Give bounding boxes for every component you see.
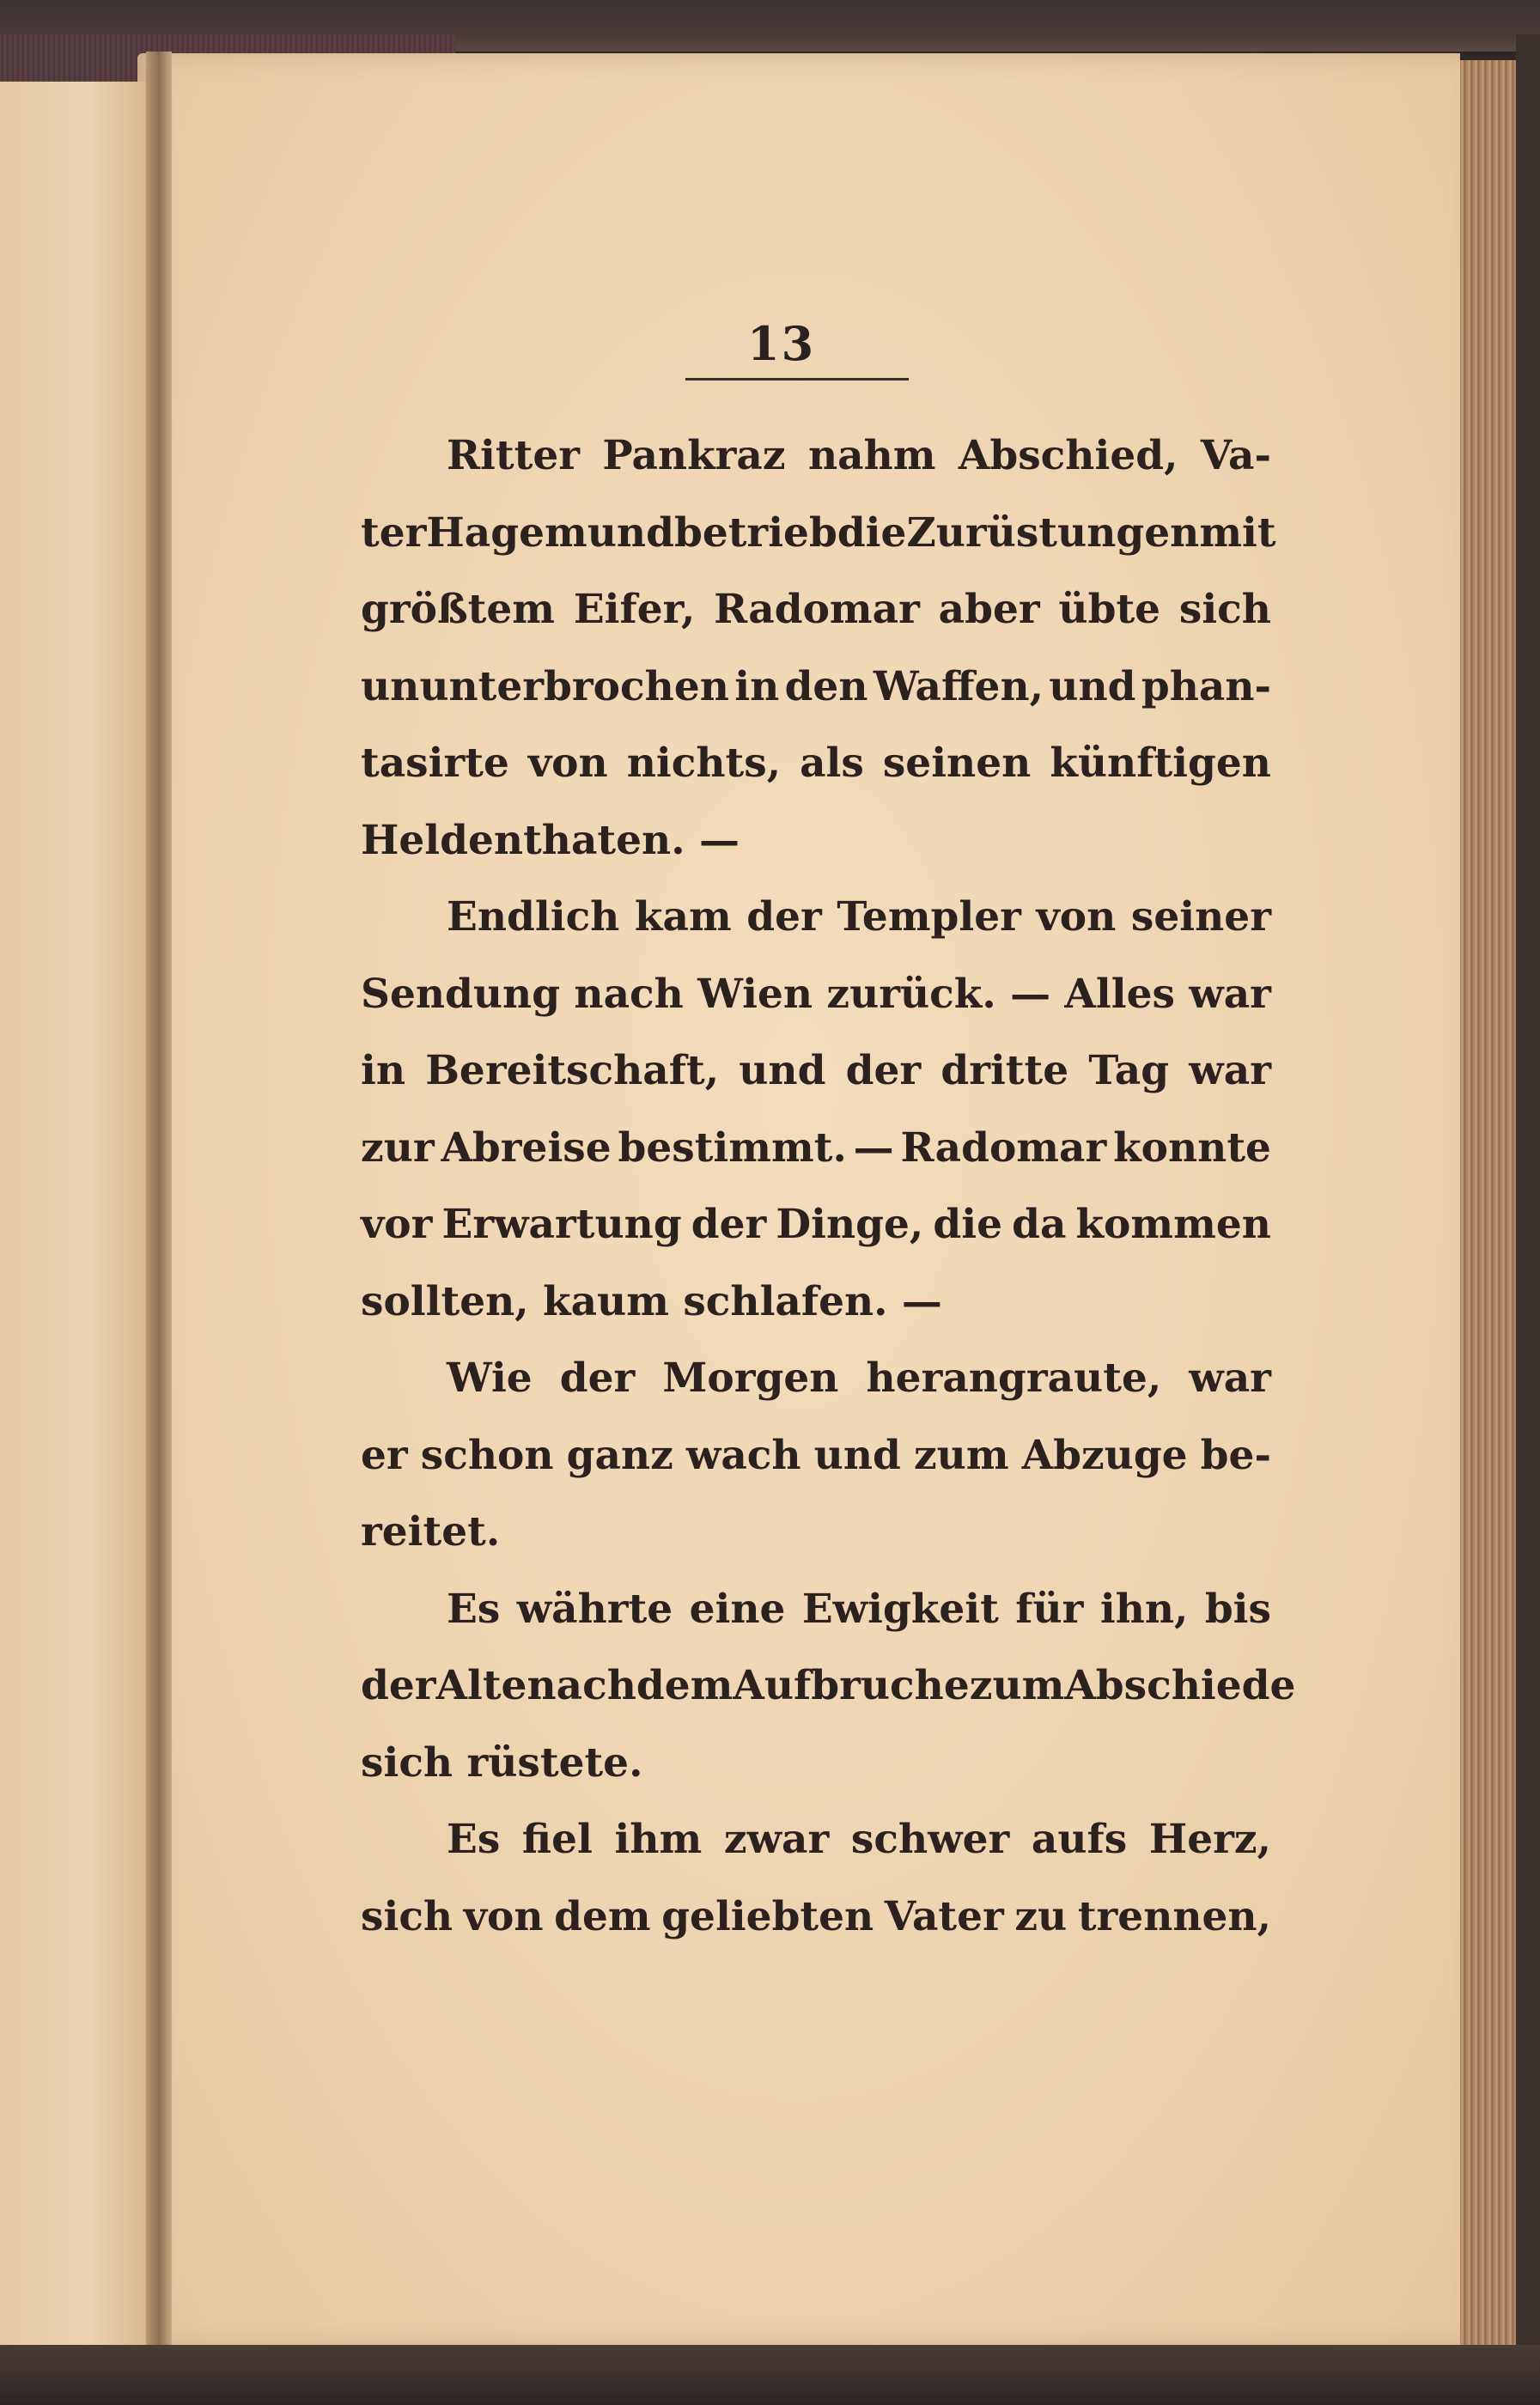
word: Tag xyxy=(1088,1047,1170,1094)
word: Va- xyxy=(1200,432,1271,479)
word: schlafen. xyxy=(683,1277,902,1325)
text-line xyxy=(361,956,1271,1033)
word: — xyxy=(698,816,740,864)
word: ihn, xyxy=(1099,1585,1189,1633)
word: da xyxy=(1012,1201,1067,1248)
word: ununterbrochen xyxy=(361,662,729,710)
word: aufs xyxy=(1031,1816,1128,1863)
word: Erwartung xyxy=(441,1201,682,1248)
text-line xyxy=(361,1186,1271,1263)
text-line xyxy=(361,1417,1271,1495)
word: schon xyxy=(420,1431,554,1479)
word: Wien xyxy=(697,970,813,1018)
word: dritte xyxy=(940,1047,1069,1094)
word: aber xyxy=(938,586,1040,633)
page-number: 13 xyxy=(747,316,816,371)
word: Abschiede xyxy=(1064,1662,1296,1709)
word: ganz xyxy=(566,1431,673,1479)
text-line xyxy=(361,1110,1271,1187)
text-line xyxy=(361,879,1271,956)
text-line xyxy=(361,1725,1271,1802)
book-cover-right xyxy=(1516,34,1540,2388)
word: Pankraz xyxy=(602,432,786,479)
word: Herz, xyxy=(1148,1816,1271,1863)
word: sich xyxy=(1178,586,1271,633)
word: Es xyxy=(447,1816,501,1863)
facing-page xyxy=(0,82,163,2349)
word: für xyxy=(1015,1585,1084,1633)
word: reitet. xyxy=(361,1508,501,1556)
text-line xyxy=(361,571,1271,648)
word: — xyxy=(1010,970,1051,1018)
word: Endlich xyxy=(447,893,620,941)
word: nach xyxy=(574,970,684,1018)
text-line xyxy=(361,495,1276,572)
word: zur xyxy=(361,1123,435,1172)
word: Heldenthaten. xyxy=(361,816,699,864)
word: bis xyxy=(1204,1585,1271,1633)
word: Dinge, xyxy=(776,1201,924,1248)
text-line xyxy=(361,1263,1271,1341)
word: kommen xyxy=(1075,1201,1271,1248)
word: Zurüstungen xyxy=(906,508,1200,557)
word: Radomar xyxy=(900,1123,1107,1172)
word: Abschied, xyxy=(958,432,1178,479)
word: war xyxy=(1189,1047,1271,1094)
word: — xyxy=(853,1123,894,1172)
word: Morgen xyxy=(662,1355,839,1402)
word: Hagemund xyxy=(426,508,674,557)
word: rüstete. xyxy=(466,1738,643,1787)
word: Eifer, xyxy=(573,586,696,633)
word: Sendung xyxy=(361,970,561,1018)
word: war xyxy=(1189,1355,1271,1402)
word: und xyxy=(813,1431,901,1479)
text-line xyxy=(361,1801,1271,1878)
word: Abzuge xyxy=(1021,1431,1188,1479)
word: die xyxy=(837,508,907,557)
word: zu xyxy=(1014,1892,1068,1940)
word: geliebten xyxy=(661,1892,874,1940)
page-block-edges xyxy=(1460,60,1520,2345)
text-line xyxy=(361,417,1271,495)
word: die xyxy=(933,1201,1002,1248)
word: Wie xyxy=(447,1355,533,1402)
text-line xyxy=(361,1340,1271,1417)
word: vor xyxy=(361,1201,433,1248)
word: der xyxy=(559,1355,636,1402)
word: Alte xyxy=(435,1662,527,1709)
text-line xyxy=(361,725,1271,802)
word: Radomar xyxy=(714,586,920,633)
word: und xyxy=(739,1047,826,1094)
word: Bereitschaft, xyxy=(425,1047,720,1094)
word: nach xyxy=(527,1662,636,1709)
text-line xyxy=(361,1032,1271,1110)
word: kam xyxy=(634,893,732,941)
word: währte xyxy=(516,1585,673,1633)
word: Aufbruche xyxy=(733,1662,970,1709)
word: von xyxy=(463,1892,544,1940)
word: — xyxy=(901,1277,942,1325)
word: und xyxy=(1049,662,1136,710)
word: dem xyxy=(554,1892,651,1940)
word: seiner xyxy=(1130,893,1271,941)
word: zurück. xyxy=(826,970,996,1018)
text-line xyxy=(361,1494,1271,1571)
text-line xyxy=(361,1571,1271,1648)
word: als xyxy=(800,740,864,787)
word: der xyxy=(746,893,822,941)
word: betrieb xyxy=(673,508,837,557)
word: trennen, xyxy=(1077,1892,1271,1940)
word: konnte xyxy=(1113,1123,1271,1172)
word: zum xyxy=(913,1431,1009,1479)
word: Vater xyxy=(884,1892,1004,1940)
word: er xyxy=(361,1431,408,1479)
word: größtem xyxy=(361,586,556,633)
text-line xyxy=(361,802,1271,880)
word: künftigen xyxy=(1050,740,1271,787)
text-line xyxy=(361,648,1271,726)
word: tasirte xyxy=(361,740,509,787)
word: phan- xyxy=(1141,662,1271,710)
word: zwar xyxy=(723,1816,830,1863)
word: war xyxy=(1189,970,1271,1018)
word: von xyxy=(527,740,608,787)
word: seinen xyxy=(882,740,1032,787)
word: dem xyxy=(636,1662,733,1709)
word: wach xyxy=(685,1431,801,1479)
word: von xyxy=(1036,893,1117,941)
text-line xyxy=(361,1647,1296,1725)
word: der xyxy=(361,1662,436,1709)
word: bestimmt. xyxy=(618,1123,847,1172)
word: ter xyxy=(361,508,427,557)
word: be- xyxy=(1200,1431,1271,1479)
word: schwer xyxy=(850,1816,1010,1863)
word: ihm xyxy=(614,1816,703,1863)
word: nichts, xyxy=(626,740,782,787)
word: sich xyxy=(361,1892,453,1940)
word: den xyxy=(784,662,868,710)
word: der xyxy=(845,1047,922,1094)
header-rule xyxy=(685,378,909,381)
book-cover-bottom xyxy=(0,2345,1540,2405)
page-gutter xyxy=(146,52,172,2371)
word: sich xyxy=(361,1738,467,1787)
word: Templer xyxy=(837,893,1021,941)
word: mit xyxy=(1199,508,1276,557)
body-text xyxy=(361,417,1296,1955)
word: herangraute, xyxy=(866,1355,1162,1402)
word: Abreise xyxy=(441,1123,612,1172)
word: kaum xyxy=(543,1277,684,1325)
word: zum xyxy=(969,1662,1065,1709)
word: Ewigkeit xyxy=(801,1585,999,1633)
word: Es xyxy=(447,1585,501,1633)
word: übte xyxy=(1058,586,1161,633)
text-line xyxy=(361,1878,1271,1956)
word: der xyxy=(691,1201,767,1248)
word: in xyxy=(734,662,780,710)
word: Alles xyxy=(1064,970,1175,1018)
word: sollten, xyxy=(361,1277,544,1325)
word: eine xyxy=(689,1585,786,1633)
word: fiel xyxy=(521,1816,593,1863)
word: in xyxy=(361,1047,406,1094)
word: nahm xyxy=(807,432,936,479)
word: Ritter xyxy=(447,432,580,479)
word: Waffen, xyxy=(873,662,1044,710)
